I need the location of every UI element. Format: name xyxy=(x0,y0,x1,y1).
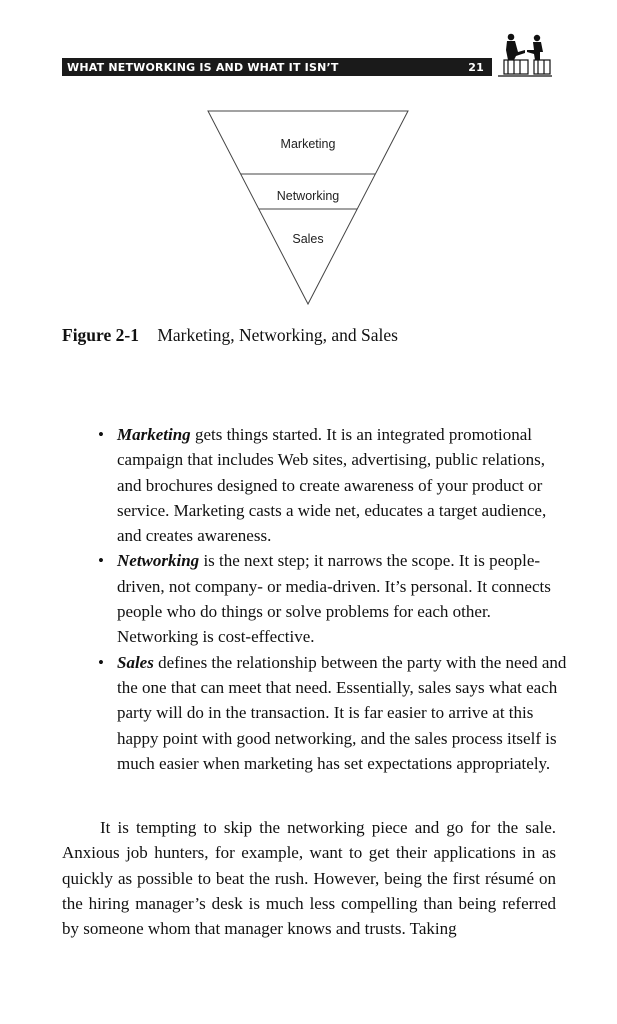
funnel-level-label: Networking xyxy=(276,189,340,203)
body-paragraph: It is tempting to skip the networking piece and go for the sale. Anxious job hunters, for example, want to get their applications in as quickly as possible to beat the rush. However, being the first résumé on the hiring manager’s desk is much less compelling than being referred by someone whom that manager knows and trusts. Taking xyxy=(62,818,556,939)
bullet-term: Marketing xyxy=(117,425,191,444)
figure-title: Marketing, Networking, and Sales xyxy=(157,325,398,345)
funnel-level-label: Sales xyxy=(292,232,324,246)
page-number: 21 xyxy=(468,60,484,74)
bullet-icon: • xyxy=(98,551,104,571)
figure-caption xyxy=(62,325,398,346)
bullet-term: Networking xyxy=(117,551,200,571)
bullet-text: defines the relationship between the party with the need and the one that can meet that need. Essentially, sales says what each party will do in the transaction. It is far easier to arrive at this happy point with good networking, and the sales process itself is much easier when marketing has set expectations appropriately. xyxy=(117,652,567,773)
bullet-icon: • xyxy=(98,425,104,444)
list-item xyxy=(98,548,568,649)
bullet-text: gets things started. It is an integrated promotional campaign that includes Web sites, advertising, public relations, and brochures designed to create awareness of your product or service. Marketing casts a wide net, educates a target audience, and creates awareness. xyxy=(117,425,547,546)
sales-funnel-diagram xyxy=(205,108,411,308)
running-header xyxy=(62,58,492,76)
running-title: WHAT NETWORKING IS AND WHAT IT ISN’T xyxy=(67,60,339,74)
handshake-illustration xyxy=(494,30,556,80)
figure-number: Figure 2-1 xyxy=(62,325,139,345)
funnel-level-label: Marketing xyxy=(280,137,336,151)
list-item xyxy=(98,422,568,548)
bullet-list xyxy=(98,422,568,776)
bullet-term: Sales xyxy=(117,652,154,672)
bullet-text: is the next step; it narrows the scope. It is people-driven, not company- or media-driven. It’s personal. It connects people who do things or solve problems for each other. Networking is cost-effective. xyxy=(117,551,551,647)
bullet-icon: • xyxy=(98,652,104,672)
list-item xyxy=(98,650,568,776)
